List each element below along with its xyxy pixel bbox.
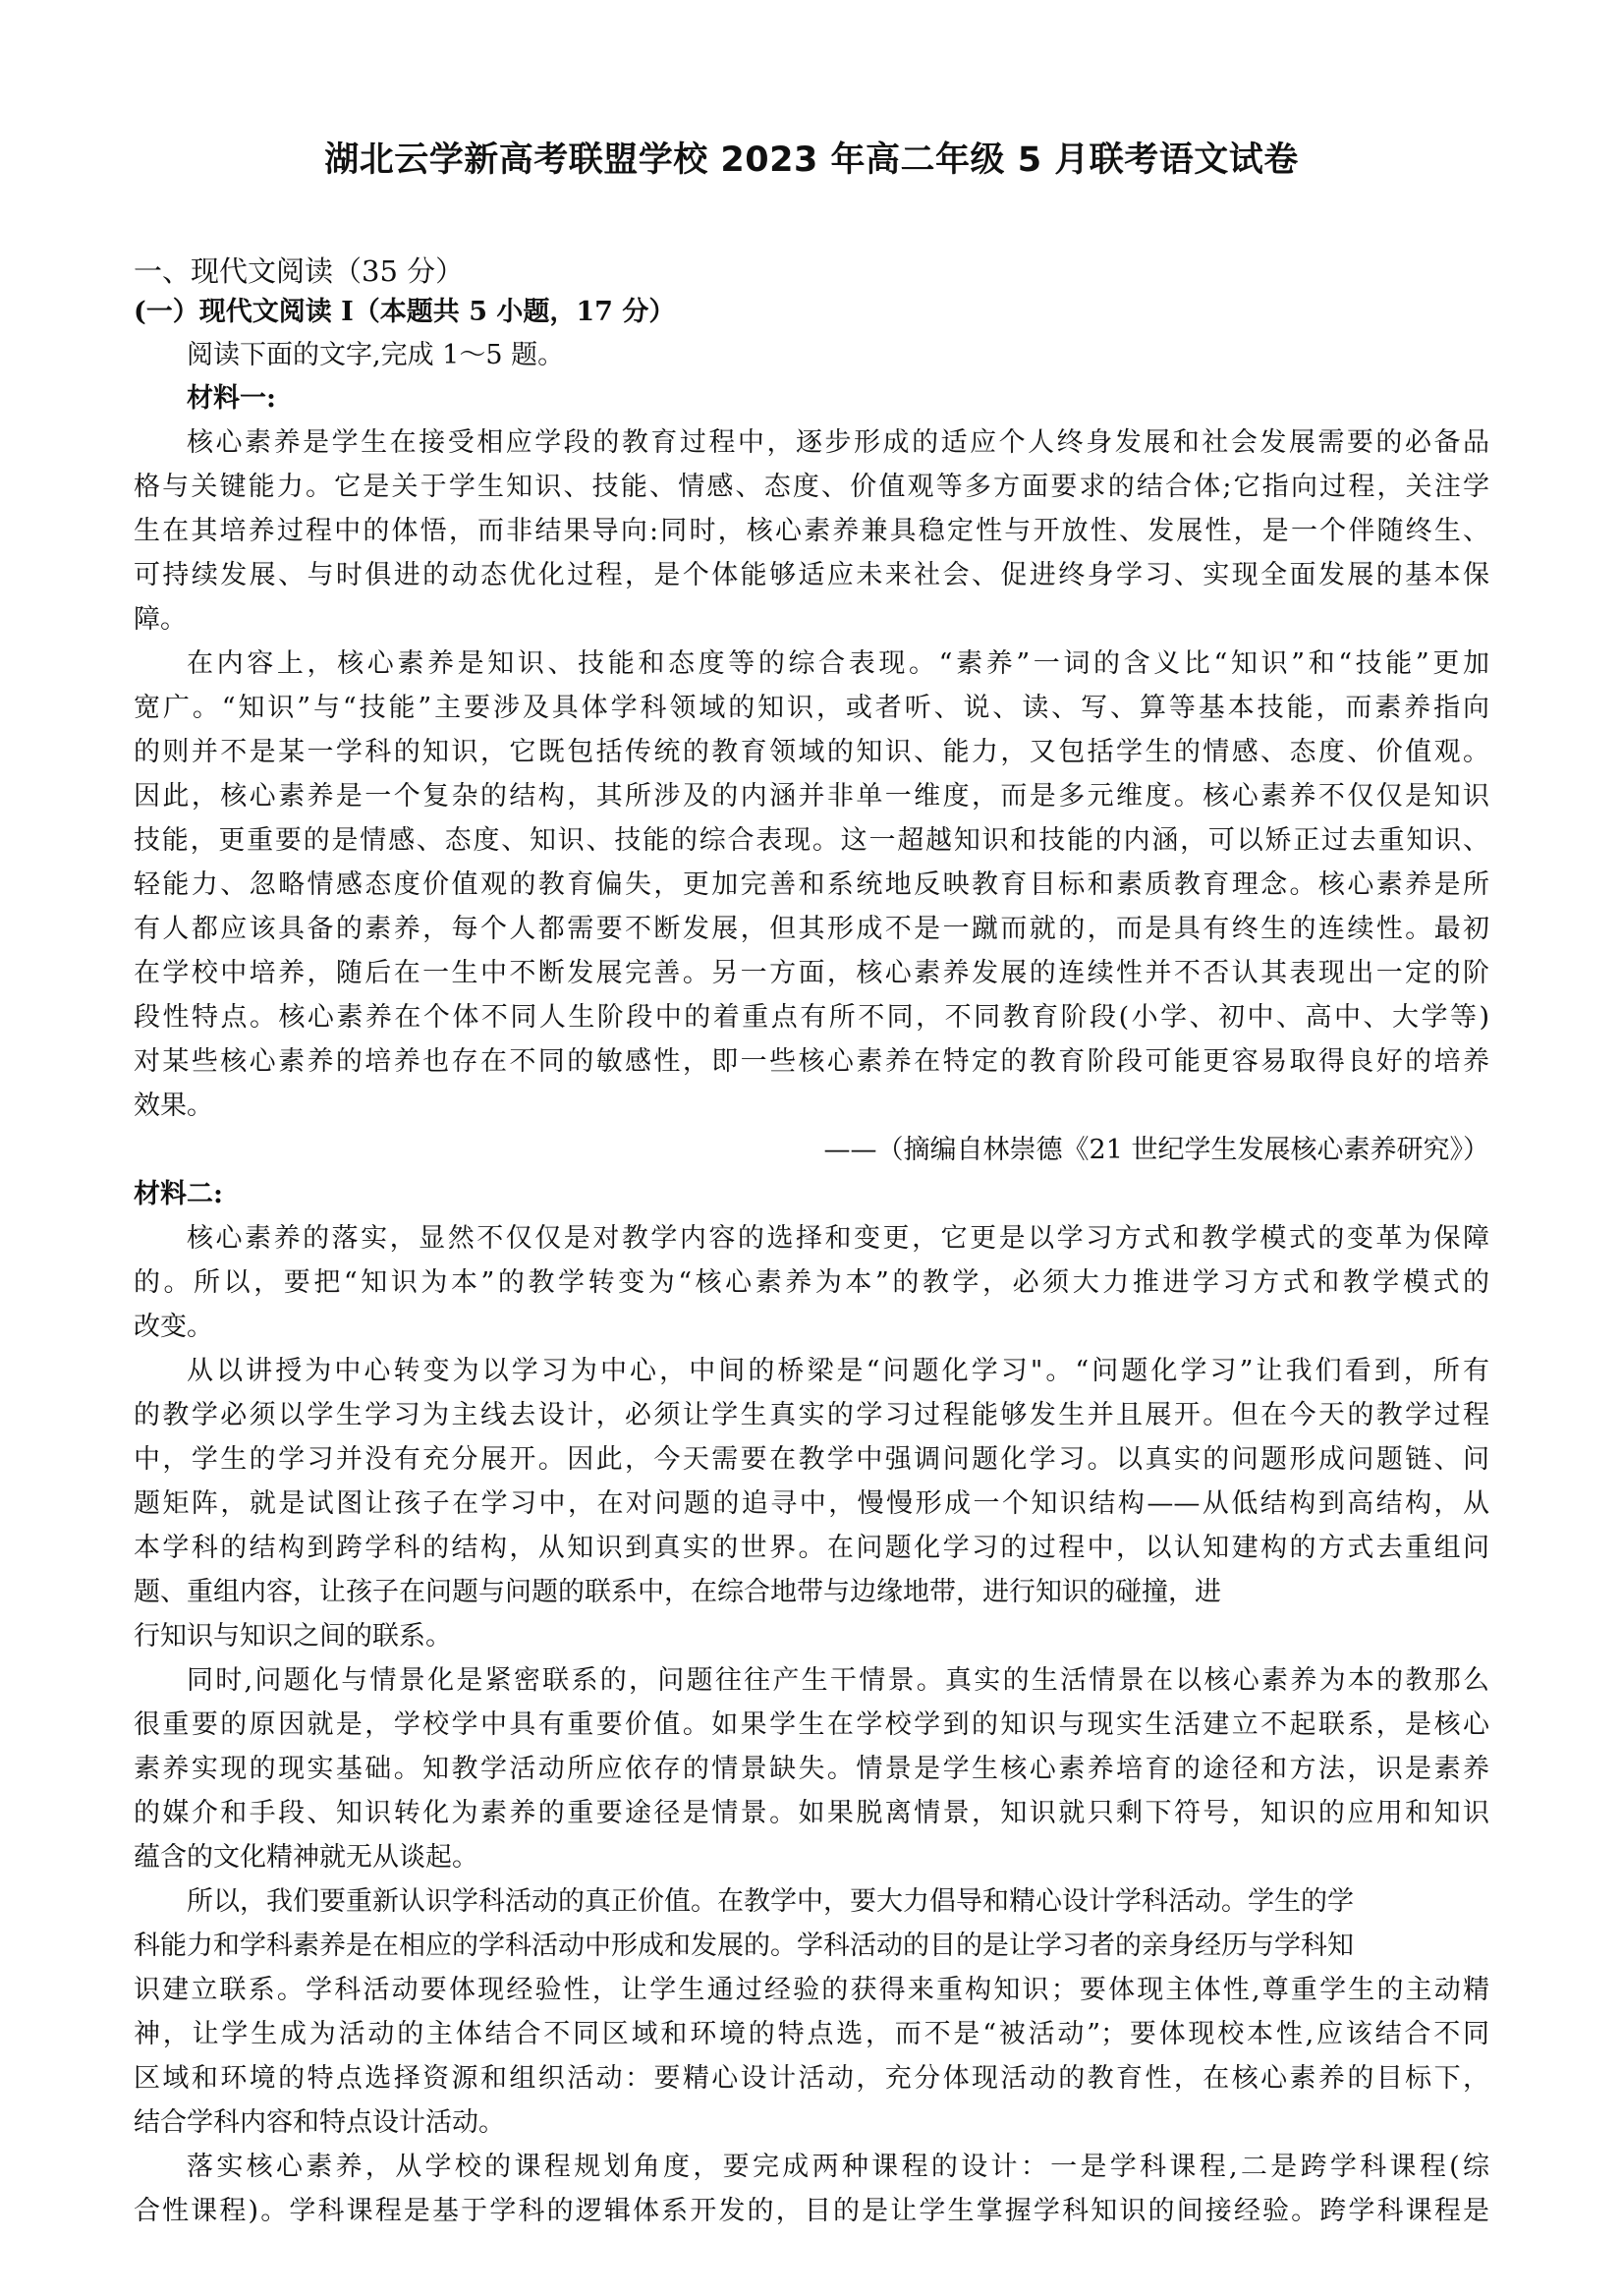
paragraph-line: 效果。	[134, 1091, 213, 1121]
paragraph-line: 有人都应该具备的素养，每个人都需要不断发展，但其形成不是一蹴而就的，而是具有终生的连续性。最初	[134, 914, 1489, 944]
paragraph-line: 中，学生的学习并没有充分展开。因此，今天需要在教学中强调问题化学习。以真实的问题形成问题链、问	[134, 1444, 1489, 1475]
paragraph-line: 的则并不是某一学科的知识，它既包括传统的教育领域的知识、能力，又包括学生的情感、态度、价值观。	[134, 737, 1489, 767]
paragraph-line: 素养实现的现实基础。知教学活动所应依存的情景缺失。情景是学生核心素养培育的途径和方法，识是素养	[134, 1754, 1489, 1784]
paragraph-line: 科能力和学科素养是在相应的学科活动中形成和发展的。学科活动的目的是让学习者的亲身经历与学科知	[134, 1931, 1354, 1961]
paragraph-line: 的教学必须以学生学习为主线去设计，必须让学生真实的学习过程能够发生并且展开。但在今天的教学过程	[134, 1400, 1489, 1430]
paragraph-line: 识建立联系。学科活动要体现经验性，让学生通过经验的获得来重构知识；要体现主体性,尊重学生的主动精	[134, 1975, 1489, 2005]
subsection-heading: (一）现代文阅读 I（本题共 5 小题，17 分）	[134, 297, 676, 327]
paragraph-line: 同时,问题化与情景化是紧密联系的，问题往往产生干情景。真实的生活情景在以核心素养为本的教那么	[187, 1665, 1489, 1696]
instruction-text: 阅读下面的文字,完成 1～5 题。	[187, 340, 565, 370]
paragraph-line: 合性课程)。学科课程是基于学科的逻辑体系开发的，目的是让学生掌握学科知识的间接经验。跨学科课程是	[134, 2196, 1489, 2226]
paragraph-line: 宽广。“知识”与“技能”主要涉及具体学科领域的知识，或者听、说、读、写、算等基本技能，而素养指向	[134, 693, 1489, 723]
paragraph-line: 蕴含的文化精神就无从谈起。	[134, 1842, 478, 1873]
section-heading: 一、现代文阅读（35 分）	[134, 254, 465, 288]
paragraph-line: 格与关键能力。它是关于学生知识、技能、情感、态度、价值观等多方面要求的结合体;它指向过程，关注学	[134, 472, 1489, 502]
paragraph-line: 很重要的原因就是，学校学中具有重要价值。如果学生在学校学到的知识与现实生活建立不起联系，是核心	[134, 1709, 1489, 1740]
paragraph-line: 行知识与知识之间的联系。	[134, 1621, 452, 1652]
paragraph-line: 从以讲授为中心转变为以学习为中心，中间的桥梁是“问题化学习"。“问题化学习”让我们看到，所有	[187, 1356, 1489, 1386]
paragraph-line: 区域和环境的特点选择资源和组织活动：要精心设计活动，充分体现活动的教育性，在核心素养的目标下，	[134, 2063, 1489, 2094]
paragraph-line: 在学校中培养，随后在一生中不断发展完善。另一方面，核心素养发展的连续性并不否认其表现出一定的阶	[134, 958, 1489, 988]
paragraph-line: 可持续发展、与时俱进的动态优化过程，是个体能够适应未来社会、促进终身学习、实现全面发展的基本保	[134, 560, 1489, 590]
exam-title: 湖北云学新高考联盟学校 2023 年高二年级 5 月联考语文试卷	[324, 140, 1299, 180]
material-one-label: 材料一:	[187, 383, 276, 414]
paragraph-line: 因此，核心素养是一个复杂的结构，其所涉及的内涵并非单一维度，而是多元维度。核心素养不仅仅是知识	[134, 781, 1489, 812]
paragraph-line: 对某些核心素养的培养也存在不同的敏感性，即一些核心素养在特定的教育阶段可能更容易取得良好的培养	[134, 1046, 1489, 1077]
paragraph-line: 题矩阵，就是试图让孩子在学习中，在对问题的追寻中，慢慢形成一个知识结构——从低结构到高结构，从	[134, 1488, 1489, 1519]
paragraph-line: 障。	[134, 604, 187, 635]
paragraph-line: 所以，我们要重新认识学科活动的真正价值。在教学中，要大力倡导和精心设计学科活动。学生的学	[187, 1886, 1354, 1917]
source-citation: ——（摘编自林崇德《21 世纪学生发展核心素养研究》）	[823, 1135, 1489, 1165]
paragraph-line: 在内容上，核心素养是知识、技能和态度等的综合表现。“素养”一词的含义比“知识”和“技能”更加	[187, 648, 1489, 679]
paragraph-line: 落实核心素养，从学校的课程规划角度，要完成两种课程的设计：一是学科课程,二是跨学科课程(综	[187, 2152, 1489, 2182]
paragraph-line: 技能，更重要的是情感、态度、知识、技能的综合表现。这一超越知识和技能的内涵，可以矫正过去重知识、	[134, 825, 1489, 856]
paragraph-line: 轻能力、忽略情感态度价值观的教育偏失，更加完善和系统地反映教育目标和素质教育理念。核心素养是所	[134, 869, 1489, 900]
paragraph-line: 题、重组内容，让孩子在问题与问题的联系中，在综合地带与边缘地带，进行知识的碰撞，进	[134, 1577, 1221, 1607]
paragraph-line: 结合学科内容和特点设计活动。	[134, 2107, 505, 2138]
paragraph-line: 的媒介和手段、知识转化为素养的重要途径是情景。如果脱离情景，知识就只剩下符号，知识的应用和知识	[134, 1798, 1489, 1828]
paragraph-line: 核心素养是学生在接受相应学段的教育过程中，逐步形成的适应个人终身发展和社会发展需要的必备品	[187, 427, 1489, 458]
paragraph-line: 改变。	[134, 1312, 213, 1342]
paragraph-line: 的。所以，要把“知识为本”的教学转变为“核心素养为本”的教学，必须大力推进学习方式和教学模式的	[134, 1267, 1489, 1298]
paragraph-line: 核心素养的落实，显然不仅仅是对教学内容的选择和变更，它更是以学习方式和教学模式的变革为保障	[187, 1223, 1489, 1254]
paragraph-line: 本学科的结构到跨学科的结构，从知识到真实的世界。在问题化学习的过程中，以认知建构的方式去重组问	[134, 1533, 1489, 1563]
paragraph-line: 段性特点。核心素养在个体不同人生阶段中的着重点有所不同，不同教育阶段(小学、初中、高中、大学等)	[134, 1002, 1489, 1033]
paragraph-line: 神，让学生成为活动的主体结合不同区域和环境的特点选，而不是“被活动”；要体现校本性,应该结合不同	[134, 2019, 1489, 2049]
material-two-label: 材料二:	[134, 1179, 223, 1209]
paragraph-line: 生在其培养过程中的体悟，而非结果导向:同时，核心素养兼具稳定性与开放性、发展性，是一个伴随终生、	[134, 516, 1489, 546]
